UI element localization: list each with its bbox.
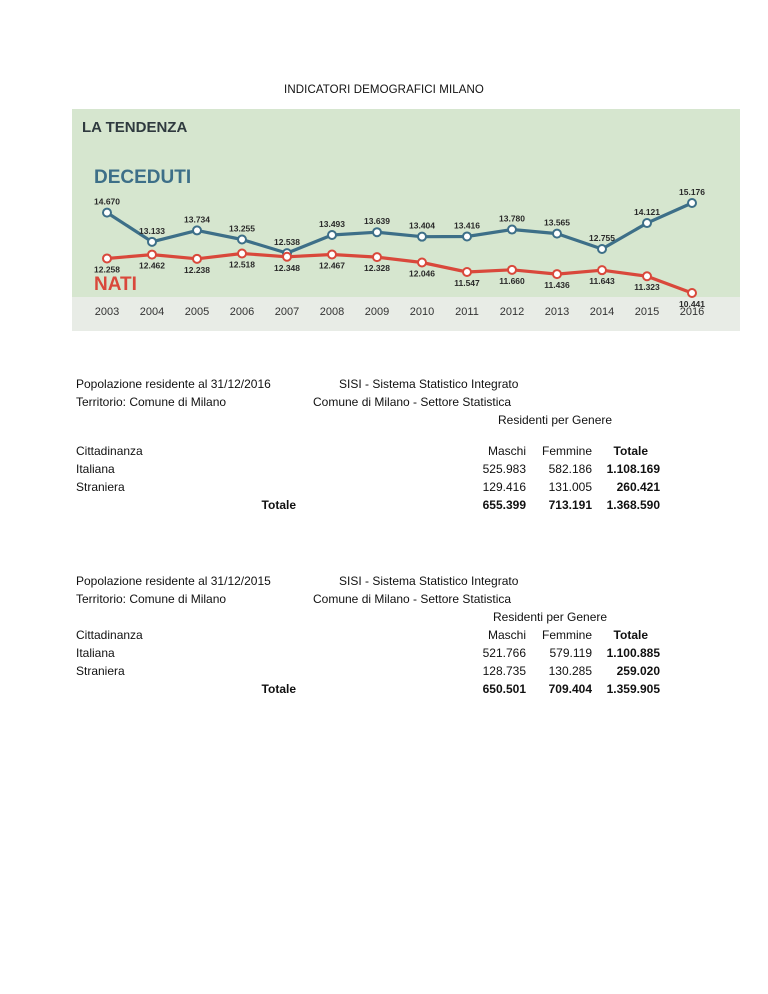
table-2015-cell: 1.100.885	[606, 646, 660, 660]
data-label-nati: 11.436	[544, 280, 570, 291]
table-2016-total-cell: 713.191	[548, 498, 592, 512]
table-2015-total-cell: 650.501	[482, 682, 526, 696]
data-point-deceduti	[193, 226, 201, 234]
table-2015-source: SISI - Sistema Statistico Integrato	[339, 574, 519, 588]
data-point-nati	[283, 253, 291, 261]
table-2015-total-label: Totale	[261, 682, 296, 696]
x-tick-label: 2009	[364, 306, 390, 318]
data-point-deceduti	[553, 230, 561, 238]
table-2016-cell: 129.416	[482, 480, 526, 494]
data-point-deceduti	[103, 209, 111, 217]
x-tick-label: 2007	[274, 306, 300, 318]
table-2016-source: SISI - Sistema Statistico Integrato	[339, 377, 519, 391]
data-point-deceduti	[418, 233, 426, 241]
table-2015-col-maschi: Maschi	[487, 628, 526, 642]
table-2015-row-label: Italiana	[76, 646, 115, 660]
table-2016-row-label: Straniera	[76, 480, 125, 494]
table-2015-row-label: Straniera	[76, 664, 125, 678]
data-label-nati: 10.441	[679, 299, 705, 309]
chart-title: LA TENDENZA	[82, 119, 188, 136]
data-point-deceduti	[463, 232, 471, 240]
data-label-nati: 12.328	[364, 263, 390, 274]
data-label-deceduti: 13.565	[544, 217, 570, 228]
data-point-nati	[418, 258, 426, 266]
data-point-nati	[508, 266, 516, 274]
data-label-deceduti: 13.255	[229, 223, 255, 234]
x-tick-label: 2015	[634, 306, 660, 318]
data-label-nati: 11.547	[454, 277, 480, 288]
data-label-deceduti: 13.780	[499, 213, 525, 224]
data-label-nati: 12.462	[139, 260, 165, 271]
data-point-nati	[193, 255, 201, 263]
table-2015-cell: 259.020	[616, 664, 660, 678]
data-point-deceduti	[508, 226, 516, 234]
data-point-deceduti	[328, 231, 336, 239]
table-2015-total-cell: 1.359.905	[606, 682, 660, 696]
data-label-deceduti: 13.734	[184, 214, 210, 225]
table-2016-col-femmine: Femmine	[541, 444, 592, 458]
data-label-nati: 12.046	[409, 268, 435, 279]
table-2015-group-header: Residenti per Genere	[493, 610, 608, 624]
data-label-deceduti: 12.538	[274, 237, 300, 248]
table-2015-cell: 579.119	[549, 646, 592, 660]
x-tick-label: 2010	[409, 306, 435, 318]
table-2016-population-date: Popolazione residente al 31/12/2016	[76, 377, 271, 391]
table-2016-col-totale: Totale	[613, 444, 648, 458]
data-point-deceduti	[373, 228, 381, 236]
data-label-nati: 12.238	[184, 264, 210, 275]
x-tick-label: 2003	[94, 306, 120, 318]
data-point-deceduti	[598, 245, 606, 253]
table-2016-col-maschi: Maschi	[487, 444, 526, 458]
data-label-nati: 11.660	[499, 275, 525, 286]
x-tick-label: 2005	[184, 306, 210, 318]
data-point-nati	[463, 268, 471, 276]
data-point-nati	[148, 251, 156, 259]
x-tick-label: 2004	[139, 306, 165, 318]
table-2015-territory: Territorio: Comune di Milano	[76, 592, 227, 606]
x-tick-label: 2016	[679, 306, 705, 318]
table-2015-source-sector: Comune di Milano - Settore Statistica	[313, 592, 512, 606]
table-2016-total-cell: 1.368.590	[606, 498, 660, 512]
series-label-deceduti: DECEDUTI	[94, 167, 192, 188]
data-point-nati	[553, 270, 561, 278]
table-2015-total-cell: 709.404	[548, 682, 592, 696]
table-2015-col-totale: Totale	[613, 628, 648, 642]
data-label-deceduti: 13.639	[364, 216, 390, 227]
data-point-nati	[373, 253, 381, 261]
data-point-nati	[643, 272, 651, 280]
x-tick-label: 2013	[544, 306, 570, 318]
data-label-deceduti: 15.176	[679, 187, 705, 197]
data-label-nati: 11.643	[589, 276, 615, 287]
data-label-deceduti: 13.404	[409, 220, 435, 231]
table-2015-population-date: Popolazione residente al 31/12/2015	[76, 574, 271, 588]
table-2015-cell: 130.285	[548, 664, 592, 678]
data-point-nati	[598, 266, 606, 274]
table-2016-cell: 525.983	[482, 462, 526, 476]
data-point-deceduti	[238, 236, 246, 244]
data-point-deceduti	[643, 219, 651, 227]
x-tick-label: 2006	[229, 306, 255, 318]
data-point-deceduti	[688, 199, 696, 207]
series-label-nati: NATI	[94, 274, 137, 295]
table-2016-total-cell: 655.399	[482, 498, 526, 512]
data-label-deceduti: 12.755	[589, 233, 615, 244]
table-2016-source-sector: Comune di Milano - Settore Statistica	[313, 395, 512, 409]
table-2016-row-label: Italiana	[76, 462, 115, 476]
table-2016-cell: 582.186	[548, 462, 592, 476]
data-label-nati: 12.258	[94, 264, 120, 275]
table-2015-col-femmine: Femmine	[541, 628, 592, 642]
table-2016-group-header: Residenti per Genere	[498, 413, 613, 427]
table-2015-cell: 521.766	[482, 646, 526, 660]
table-2016-territory: Territorio: Comune di Milano	[76, 395, 227, 409]
data-point-nati	[238, 250, 246, 258]
trend-chart-svg	[72, 109, 740, 331]
table-2016-total-label: Totale	[261, 498, 296, 512]
data-label-deceduti: 13.416	[454, 220, 480, 231]
table-2016-cell: 131.005	[548, 480, 592, 494]
table-2016-row-header: Cittadinanza	[76, 444, 143, 458]
data-point-nati	[103, 254, 111, 262]
x-tick-label: 2012	[499, 306, 525, 318]
data-label-nati: 11.323	[634, 282, 660, 293]
table-2016-cell: 1.108.169	[606, 462, 660, 476]
table-2015-cell: 128.735	[482, 664, 526, 678]
data-point-deceduti	[148, 238, 156, 246]
data-label-deceduti: 13.133	[139, 225, 165, 236]
data-label-deceduti: 14.121	[634, 207, 660, 218]
x-tick-label: 2008	[319, 306, 345, 318]
x-tick-label: 2011	[455, 306, 479, 318]
data-label-deceduti: 13.493	[319, 218, 345, 229]
data-label-nati: 12.518	[229, 259, 255, 270]
x-tick-label: 2014	[589, 306, 615, 318]
table-2016-cell: 260.421	[616, 480, 660, 494]
data-point-nati	[328, 250, 336, 258]
data-label-nati: 12.467	[319, 260, 345, 271]
document-title: INDICATORI DEMOGRAFICI MILANO	[284, 84, 484, 96]
data-point-nati	[688, 289, 696, 297]
data-label-nati: 12.348	[274, 262, 300, 273]
data-label-deceduti: 14.670	[94, 196, 120, 207]
trend-chart	[72, 109, 740, 331]
table-2015-row-header: Cittadinanza	[76, 628, 143, 642]
